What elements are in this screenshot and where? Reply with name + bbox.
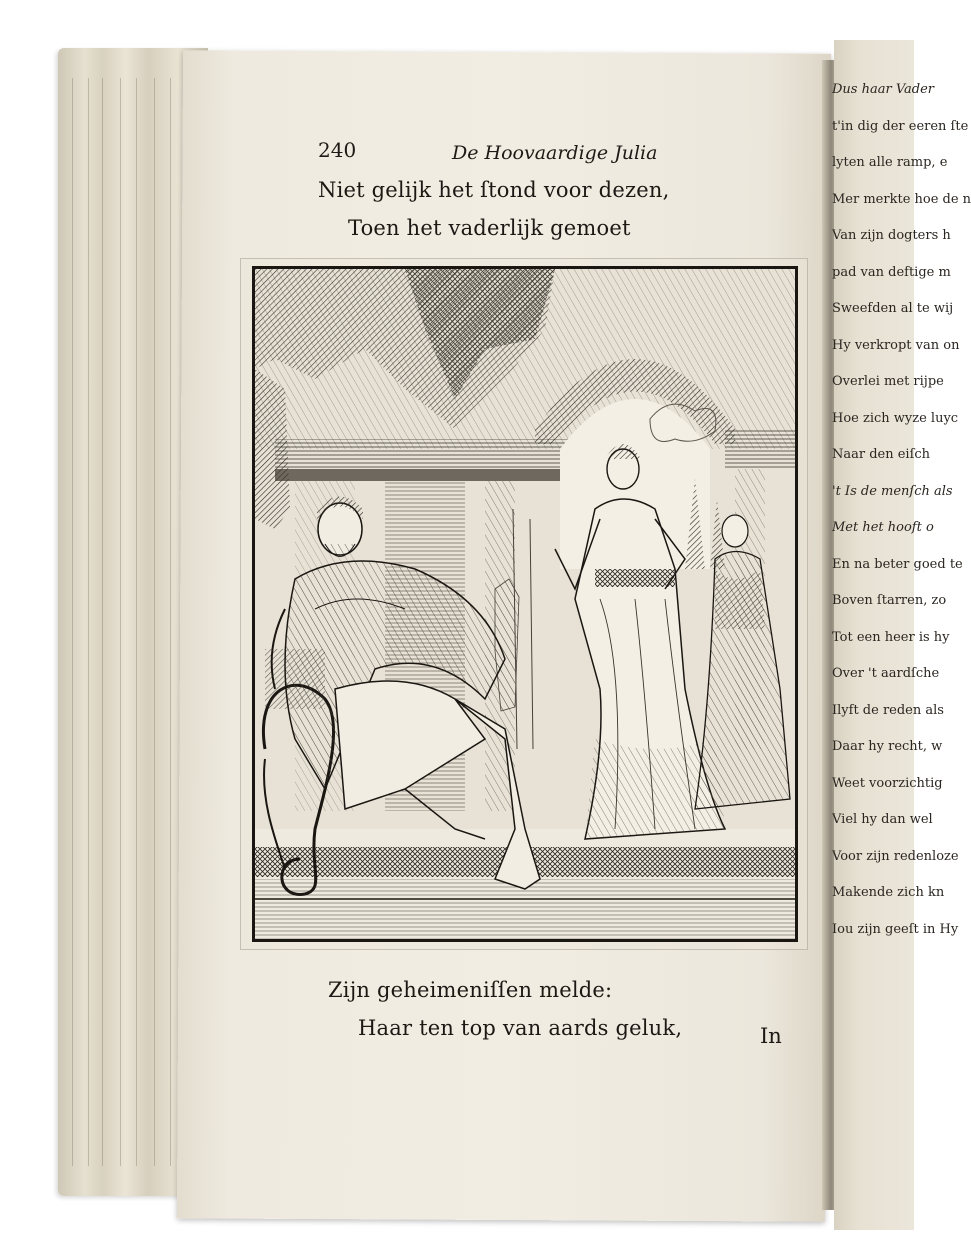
right-page-line: Mer merkte hoe de n <box>832 191 971 207</box>
right-page-line: Dus haar Vader <box>832 82 934 97</box>
right-page-line: Ilyft de reden als <box>832 702 944 718</box>
right-page-line: Boven ſtarren, zo <box>832 593 947 608</box>
running-head: De Hoovaardige Julia <box>452 142 658 164</box>
right-page-line: lyten alle ramp, e <box>832 155 948 170</box>
right-page-line: Hy verkropt van on <box>832 337 960 353</box>
right-page-line: Viel hy dan wel <box>832 812 933 827</box>
verse-line: Haar ten top van aards geluk, <box>358 1016 683 1040</box>
right-page-line: Voor zijn redenloze <box>832 848 959 864</box>
right-page-line: Over 't aardſche <box>832 666 940 681</box>
right-page-line: Makende zich kn <box>832 885 945 900</box>
right-page-line: Hoe zich wyze luyc <box>832 410 959 426</box>
right-page-line: Tot een heer is hy <box>832 629 950 645</box>
right-page-line: En na beter goed te <box>832 556 963 572</box>
verse-line: Toen het vaderlijk gemoet <box>348 216 631 240</box>
right-page-line: Van zijn dogters h <box>832 228 951 243</box>
catchword: In <box>760 1024 782 1048</box>
right-page-line: Iou zijn geeſt in Hy <box>832 921 959 937</box>
page-number: 240 <box>318 138 357 162</box>
right-page-line: Sweefden al te wij <box>832 301 954 316</box>
right-page-line: Daar hy recht, w <box>832 739 943 754</box>
right-page-line: t'in dig der eeren ſte <box>832 118 969 134</box>
right-page-line: pad van deftige m <box>832 264 951 280</box>
verse-line: Niet gelijk het ſtond voor dezen, <box>318 178 670 202</box>
right-page-line: Weet voorzichtig <box>832 775 943 791</box>
right-page-line: 't Is de menſch als <box>832 483 953 499</box>
right-page-line: Overlei met rijpe <box>832 374 944 389</box>
verse-line: Zijn geheimeniſſen melde: <box>328 978 613 1002</box>
right-page-line: Met het hooft o <box>832 520 934 535</box>
right-page-line: Naar den eiſch <box>832 447 931 462</box>
right-page <box>832 40 971 1230</box>
engraving-illustration <box>252 266 798 942</box>
